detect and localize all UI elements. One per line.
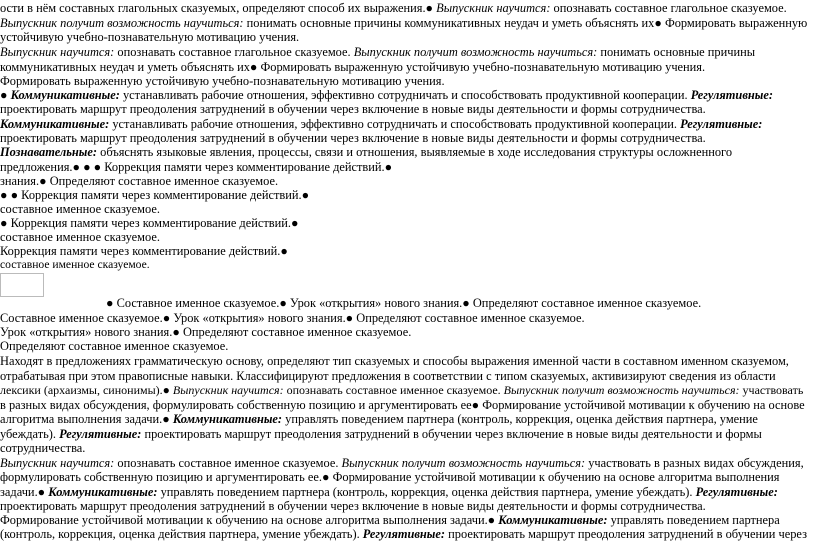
text-line — [0, 383, 803, 397]
emphasis-text: Регулятивные: — [59, 427, 145, 441]
bullet-icon: ● — [425, 1, 437, 15]
bullet-icon: ● — [249, 60, 261, 74]
text-line — [0, 369, 776, 383]
bullet-icon: ● — [345, 311, 357, 325]
bullet-icon: ● ● ● — [72, 160, 105, 174]
text-segment: сотрудничества. — [0, 441, 86, 455]
emphasis-text: Выпускник получит возможность научиться: — [0, 16, 247, 30]
text-line — [0, 354, 789, 368]
text-segment: Урок «открытия» нового знания. — [0, 325, 173, 339]
text-segment: ости в нём составных глагольных сказуемых, определяют способ их выражения. — [0, 1, 426, 15]
text-line — [0, 456, 804, 470]
emphasis-text: Выпускник получит возможность научиться: — [503, 383, 743, 397]
text-line — [0, 499, 706, 513]
bullet-icon: ● — [654, 16, 665, 30]
text-segment: алгоритма выполнения задачи. — [0, 412, 163, 426]
text-segment: участвовать в разных видах обсуждения, — [588, 456, 804, 470]
bullet-icon: ● — [279, 296, 290, 310]
emphasis-text: Коммуникативные: — [0, 117, 113, 131]
emphasis-text: Выпускник научится: — [0, 45, 118, 59]
text-line — [0, 160, 392, 174]
emphasis-text: Регулятивные: — [680, 117, 763, 131]
emphasis-text: Выпускник научится: — [436, 1, 554, 15]
text-segment: опознавать составное глагольное сказуемое. — [117, 45, 354, 59]
text-segment: убеждать). — [0, 427, 60, 441]
text-line — [0, 74, 445, 88]
bullet-icon: ● — [39, 174, 50, 188]
text-line — [0, 485, 778, 499]
text-segment: проектировать маршрут преодоления затруднений в обучении через включение в новые виды деятельности и формы сотрудничества. — [0, 499, 706, 513]
emphasis-text: Выпускник научится: — [172, 383, 287, 397]
text-segment: проектировать маршрут преодоления затруднений в обучении через включение в новые виды деятельности и формы сотрудничества. — [0, 102, 706, 116]
text-line — [0, 1, 787, 15]
text-line — [0, 339, 228, 353]
text-segment: Определяют составное именное сказуемое. — [356, 311, 585, 325]
bullet-icon: ● — [162, 311, 174, 325]
text-segment: управлять поведением партнера (контроль, коррекция, оценка действия партнера, умение — [285, 412, 758, 426]
emphasis-text: Выпускник получит возможность научиться: — [353, 45, 601, 59]
text-segment: Формировать выраженную устойчивую учебно-познавательную мотивацию учения. — [0, 74, 445, 88]
text-line — [0, 60, 705, 74]
text-segment: Коррекция памяти через комментирование действий. — [10, 216, 291, 230]
bullet-icon: ● — [322, 470, 333, 484]
text-line — [0, 145, 732, 159]
text-segment: задачи. — [0, 485, 38, 499]
text-segment: лексики (архаизмы, синонимы). — [0, 383, 163, 397]
text-segment: проектировать маршрут преодоления затруднений в обучении через включение в новые виды деятельности и формы сотрудничества. — [0, 131, 706, 145]
bullet-icon: ● — [487, 513, 499, 527]
text-segment: составное именное сказуемое. — [0, 230, 160, 244]
text-segment: предложения. — [0, 160, 73, 174]
bullet-icon: ● — [384, 160, 393, 174]
text-segment: (контроль, коррекция, оценка действия партнера, умение убеждать). — [0, 527, 363, 541]
text-segment: в разных видах обсуждения, формулировать собственную позицию и аргументировать ее — [0, 398, 472, 412]
bullet-icon: ● — [37, 485, 49, 499]
text-segment: Урок «открытия» нового знания. — [289, 296, 463, 310]
text-line — [0, 188, 309, 202]
text-segment: отрабатывая при этом правописные навыки. Классифицируют предложения в соответствии с типом сказуемых, активизируют сведения из области — [0, 369, 776, 383]
bullet-icon: ● — [291, 216, 299, 230]
text-segment: Формирование устойчивой мотивации к обучению на основе алгоритма выполнения — [332, 470, 780, 484]
text-segment: Формировать выраженную — [664, 16, 808, 30]
text-line — [0, 427, 762, 441]
emphasis-text: Выпускник научится: — [0, 456, 118, 470]
text-segment: опознавать составное именное сказуемое. — [117, 456, 342, 470]
bullet-icon: ● — [162, 383, 173, 397]
text-segment: формулировать собственную позицию и аргументировать ее. — [0, 470, 322, 484]
bullet-icon: ● — [0, 216, 11, 230]
text-line — [0, 311, 585, 325]
bullet-icon: ● — [301, 188, 310, 202]
text-segment: устанавливать рабочие отношения, эффективно сотрудничать и способствовать продуктивной кооперации. — [122, 88, 691, 102]
bullet-icon: ● — [162, 412, 173, 426]
text-line — [0, 230, 160, 244]
text-segment: составное именное сказуемое. — [0, 202, 160, 216]
text-line — [0, 216, 298, 230]
bullet-icon: ● — [0, 88, 11, 102]
text-segment: Формирование устойчивой мотивации к обучению на основе — [482, 398, 805, 412]
text-line — [0, 325, 411, 339]
text-line — [0, 244, 288, 258]
bullet-icon: ● — [462, 296, 473, 310]
emphasis-text: Регулятивные: — [695, 485, 778, 499]
text-line — [0, 117, 762, 131]
text-line — [0, 16, 807, 30]
text-segment: Коррекция памяти через комментирование действий. — [0, 244, 281, 258]
text-segment: участвовать — [742, 383, 804, 397]
text-segment: Составное именное сказуемое. — [116, 296, 280, 310]
text-segment: управлять поведением партнера (контроль, коррекция, оценка действия партнера, умение убеждать). — [160, 485, 696, 499]
text-segment: объяснять языковые явления, процессы, связи и отношения, выявляемые в ходе исследования структуры осложненного — [100, 145, 733, 159]
text-line — [0, 202, 160, 216]
text-segment: Формирование устойчивой мотивации к обучению на основе алгоритма выполнения задачи. — [0, 513, 488, 527]
text-line — [0, 470, 780, 484]
text-line — [0, 258, 150, 272]
text-segment: Определяют составное именное сказуемое. — [49, 174, 279, 188]
emphasis-text: Коммуникативные: — [10, 88, 123, 102]
bullet-icon: ● — [280, 244, 288, 258]
empty-table-cell — [0, 273, 44, 297]
bullet-icon: ● — [106, 296, 117, 310]
text-segment: понимать основные причины коммуникативных неудач и уметь объяснять их — [246, 16, 655, 30]
text-line — [0, 30, 299, 44]
emphasis-text: Коммуникативные: — [498, 513, 611, 527]
text-line — [0, 398, 805, 412]
emphasis-text: Выпускник получит возможность научиться: — [341, 456, 589, 470]
text-segment: Определяют составное именное сказуемое. — [0, 339, 229, 353]
text-segment: Урок «открытия» нового знания. — [173, 311, 346, 325]
text-segment: устанавливать рабочие отношения, эффективно сотрудничать и способствовать продуктивной кооперации. — [112, 117, 681, 131]
text-line — [0, 131, 706, 145]
text-line — [0, 45, 755, 59]
emphasis-text: Регулятивные: — [690, 88, 773, 102]
emphasis-text: Регулятивные: — [362, 527, 449, 541]
text-segment: Определяют составное именное сказуемое. — [182, 325, 412, 339]
bullet-icon: ● ● — [0, 188, 22, 202]
text-segment: понимать основные причины — [600, 45, 756, 59]
text-segment: проектировать маршрут преодоления затруднений в обучении через включение в новые виды деятельности и формы — [144, 427, 762, 441]
text-line — [0, 441, 85, 455]
text-segment: устойчивую учебно-познавательную мотивацию учения. — [0, 30, 300, 44]
text-segment: составное именное сказуемое. — [0, 258, 150, 271]
emphasis-text: Познавательные: — [0, 145, 101, 159]
text-segment: проектировать маршрут преодоления затруднений в обучении через — [448, 527, 807, 541]
text-segment: Коррекция памяти через комментирование действий. — [21, 188, 302, 202]
bullet-icon: ● — [172, 325, 183, 339]
text-segment: Находят в предложениях грамматическую основу, определяют тип сказуемых и способы выражения именной части в составном именном сказуемом, — [0, 354, 789, 368]
text-segment: знания. — [0, 174, 40, 188]
bullet-icon: ● — [471, 398, 483, 412]
text-line — [0, 412, 758, 426]
text-segment: опознавать составное глагольное сказуемое. — [553, 1, 787, 15]
text-segment: Определяют составное именное сказуемое. — [472, 296, 702, 310]
text-segment: опознавать составное именное сказуемое. — [286, 383, 504, 397]
text-line — [0, 174, 278, 188]
emphasis-text: Коммуникативные: — [48, 485, 161, 499]
text-segment: управлять поведением партнера — [610, 513, 780, 527]
text-line — [0, 102, 706, 116]
text-segment: Коррекция памяти через комментирование действий. — [104, 160, 385, 174]
emphasis-text: Коммуникативные: — [172, 412, 286, 426]
text-segment: коммуникативных неудач и уметь объяснять их — [0, 60, 250, 74]
text-line — [0, 513, 780, 527]
text-line — [106, 296, 701, 310]
text-line — [0, 88, 773, 102]
text-segment: Составное именное сказуемое. — [0, 311, 163, 325]
text-segment: Формировать выраженную устойчивую учебно-познавательную мотивацию учения. — [260, 60, 706, 74]
